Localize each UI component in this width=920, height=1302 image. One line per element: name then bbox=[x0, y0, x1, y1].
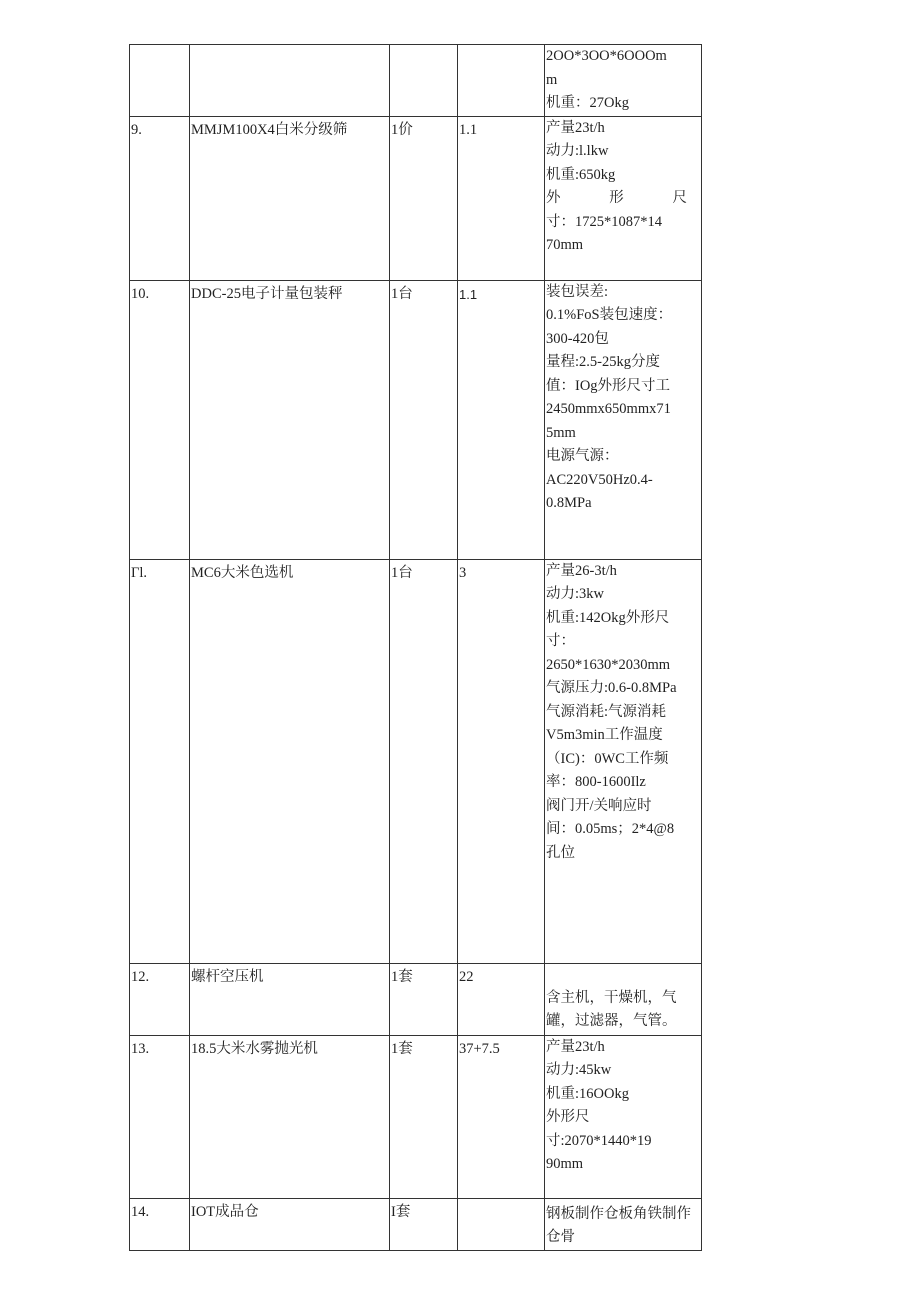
item-power bbox=[458, 45, 545, 117]
item-spec bbox=[545, 1035, 702, 1198]
item-quantity bbox=[390, 45, 458, 117]
item-quantity bbox=[390, 116, 458, 280]
table-row bbox=[130, 45, 702, 117]
spec-line: 外形尺 bbox=[546, 1109, 590, 1125]
spec-line: 70mm bbox=[546, 237, 584, 253]
spec-line: 300-420包 bbox=[546, 330, 609, 347]
item-spec bbox=[545, 559, 702, 963]
item-power-text: 3 bbox=[459, 564, 467, 581]
table-row bbox=[130, 116, 702, 280]
table-row bbox=[130, 559, 702, 963]
item-power bbox=[458, 963, 545, 1035]
item-power-text bbox=[459, 1199, 544, 1201]
spec-line: 机重:650kg bbox=[546, 166, 616, 183]
spec-line: 罐，过滤器，气管。 bbox=[546, 1013, 677, 1029]
item-quantity-text: I套 bbox=[391, 1203, 411, 1220]
item-quantity-text: 1套 bbox=[391, 1040, 413, 1057]
item-power-text: 37+7.5 bbox=[459, 1040, 500, 1057]
table-row bbox=[130, 280, 702, 559]
spec-line: 孔位 bbox=[546, 844, 575, 861]
item-number bbox=[130, 1198, 190, 1250]
item-number-text: Γl. bbox=[131, 564, 148, 581]
item-name bbox=[190, 280, 390, 559]
item-quantity-text: 1台 bbox=[391, 285, 413, 302]
spec-line: 0.8MPa bbox=[546, 495, 592, 511]
spec-line: 2650*1630*2030mm bbox=[546, 656, 671, 673]
item-spec bbox=[545, 45, 702, 117]
spec-line: 产量23t/h bbox=[546, 1038, 605, 1055]
item-spec bbox=[545, 116, 702, 280]
item-power-text: 1.1 bbox=[459, 286, 478, 302]
spec-char: 形 bbox=[609, 190, 624, 206]
item-quantity-text: 1套 bbox=[391, 968, 413, 985]
spec-line bbox=[546, 964, 701, 987]
spec-line: 0.1%FoS装包速度： bbox=[546, 307, 673, 323]
spec-line: 动力:3kw bbox=[546, 586, 604, 602]
item-number bbox=[130, 45, 190, 117]
item-spec bbox=[545, 963, 702, 1035]
spec-line: 机重:142Okg外形尺 bbox=[546, 609, 670, 626]
item-name bbox=[190, 45, 390, 117]
spec-line: 90mm bbox=[546, 1156, 584, 1172]
table-row bbox=[130, 963, 702, 1035]
spec-line: 装包误差: bbox=[546, 283, 609, 300]
spec-line: 5mm bbox=[546, 424, 576, 441]
item-name bbox=[190, 559, 390, 963]
item-power bbox=[458, 559, 545, 963]
spec-line bbox=[546, 187, 701, 211]
item-number bbox=[130, 1035, 190, 1198]
item-name-text: MC6大米色选机 bbox=[191, 564, 294, 581]
spec-line: 动力:l.lkw bbox=[546, 143, 609, 159]
item-name bbox=[190, 1035, 390, 1198]
item-number bbox=[130, 559, 190, 963]
item-name-text: 螺杆空压机 bbox=[191, 968, 264, 985]
spec-line: 气源压力:0.6-0.8MPa bbox=[546, 680, 677, 696]
spec-line: 动力:45kw bbox=[546, 1062, 612, 1078]
item-number-text: 9. bbox=[131, 121, 142, 138]
item-quantity bbox=[390, 1035, 458, 1198]
spec-char: 尺 bbox=[672, 190, 687, 206]
spec-char: 外 bbox=[546, 190, 561, 206]
spec-line: 机重：27Okg bbox=[546, 95, 629, 111]
spec-line: 产量23t/h bbox=[546, 119, 605, 136]
spec-line: 气源消耗:气源消耗 bbox=[546, 703, 667, 720]
item-name bbox=[190, 1198, 390, 1250]
spec-line: AC220V50Hz0.4- bbox=[546, 471, 653, 488]
item-power bbox=[458, 1198, 545, 1250]
item-name-text: 18.5大米水雾抛光机 bbox=[191, 1040, 318, 1057]
spec-line: 钢板制作仓板角铁制作 bbox=[546, 1205, 691, 1222]
item-spec bbox=[545, 1198, 702, 1250]
item-number bbox=[130, 963, 190, 1035]
item-quantity-text: 1价 bbox=[391, 121, 413, 138]
spec-line: 率：800-1600Ilz bbox=[546, 774, 646, 790]
spec-line: 值：IOg外形尺寸工 bbox=[546, 377, 671, 394]
spec-line: （IC)：0WC工作频 bbox=[546, 750, 669, 767]
item-name bbox=[190, 116, 390, 280]
spec-line: 间：0.05ms；2*4@8 bbox=[546, 821, 675, 837]
item-power bbox=[458, 280, 545, 559]
equipment-table bbox=[129, 44, 702, 1251]
table-row bbox=[130, 1198, 702, 1250]
spec-line: 寸:2070*1440*19 bbox=[546, 1132, 652, 1149]
spec-line: V5m3min工作温度 bbox=[546, 727, 663, 743]
spec-line: 2OO*3OO*6OOOm bbox=[546, 48, 667, 64]
item-name-text: DDC-25电子计量包装秤 bbox=[191, 285, 343, 302]
spec-line: 阀门开/关响应时 bbox=[546, 797, 652, 814]
table-row bbox=[130, 1035, 702, 1198]
item-name-text: IOT成品仓 bbox=[191, 1203, 259, 1220]
spec-line: 寸：1725*1087*14 bbox=[546, 213, 662, 230]
item-quantity-text: 1台 bbox=[391, 564, 413, 581]
item-power-text: 22 bbox=[459, 968, 474, 985]
item-number-text: 10. bbox=[131, 285, 150, 302]
item-name-text: MMJM100X4白米分级筛 bbox=[191, 121, 348, 138]
spec-line: 仓骨 bbox=[546, 1229, 575, 1245]
item-number-text: 13. bbox=[131, 1040, 150, 1057]
spec-line: 电源气源： bbox=[546, 448, 619, 464]
spec-line: 产量26-3t/h bbox=[546, 562, 617, 579]
item-number bbox=[130, 116, 190, 280]
spec-line: m bbox=[546, 71, 558, 88]
item-quantity bbox=[390, 559, 458, 963]
item-power-text: 1.1 bbox=[459, 121, 478, 138]
item-number bbox=[130, 280, 190, 559]
item-name bbox=[190, 963, 390, 1035]
item-quantity bbox=[390, 963, 458, 1035]
item-quantity bbox=[390, 1198, 458, 1250]
item-quantity bbox=[390, 280, 458, 559]
spec-line: 寸： bbox=[546, 633, 575, 649]
item-number-text: 14. bbox=[131, 1203, 150, 1220]
item-number-text: 12. bbox=[131, 968, 150, 985]
item-power bbox=[458, 116, 545, 280]
item-spec bbox=[545, 280, 702, 559]
spec-line: 量程:2.5-25kg分度 bbox=[546, 354, 660, 370]
spec-line: 含主机，干燥机，气 bbox=[546, 989, 677, 1006]
spec-line: 机重:16OOkg bbox=[546, 1085, 629, 1102]
spec-line: 2450mmx650mmx71 bbox=[546, 401, 671, 417]
item-power bbox=[458, 1035, 545, 1198]
